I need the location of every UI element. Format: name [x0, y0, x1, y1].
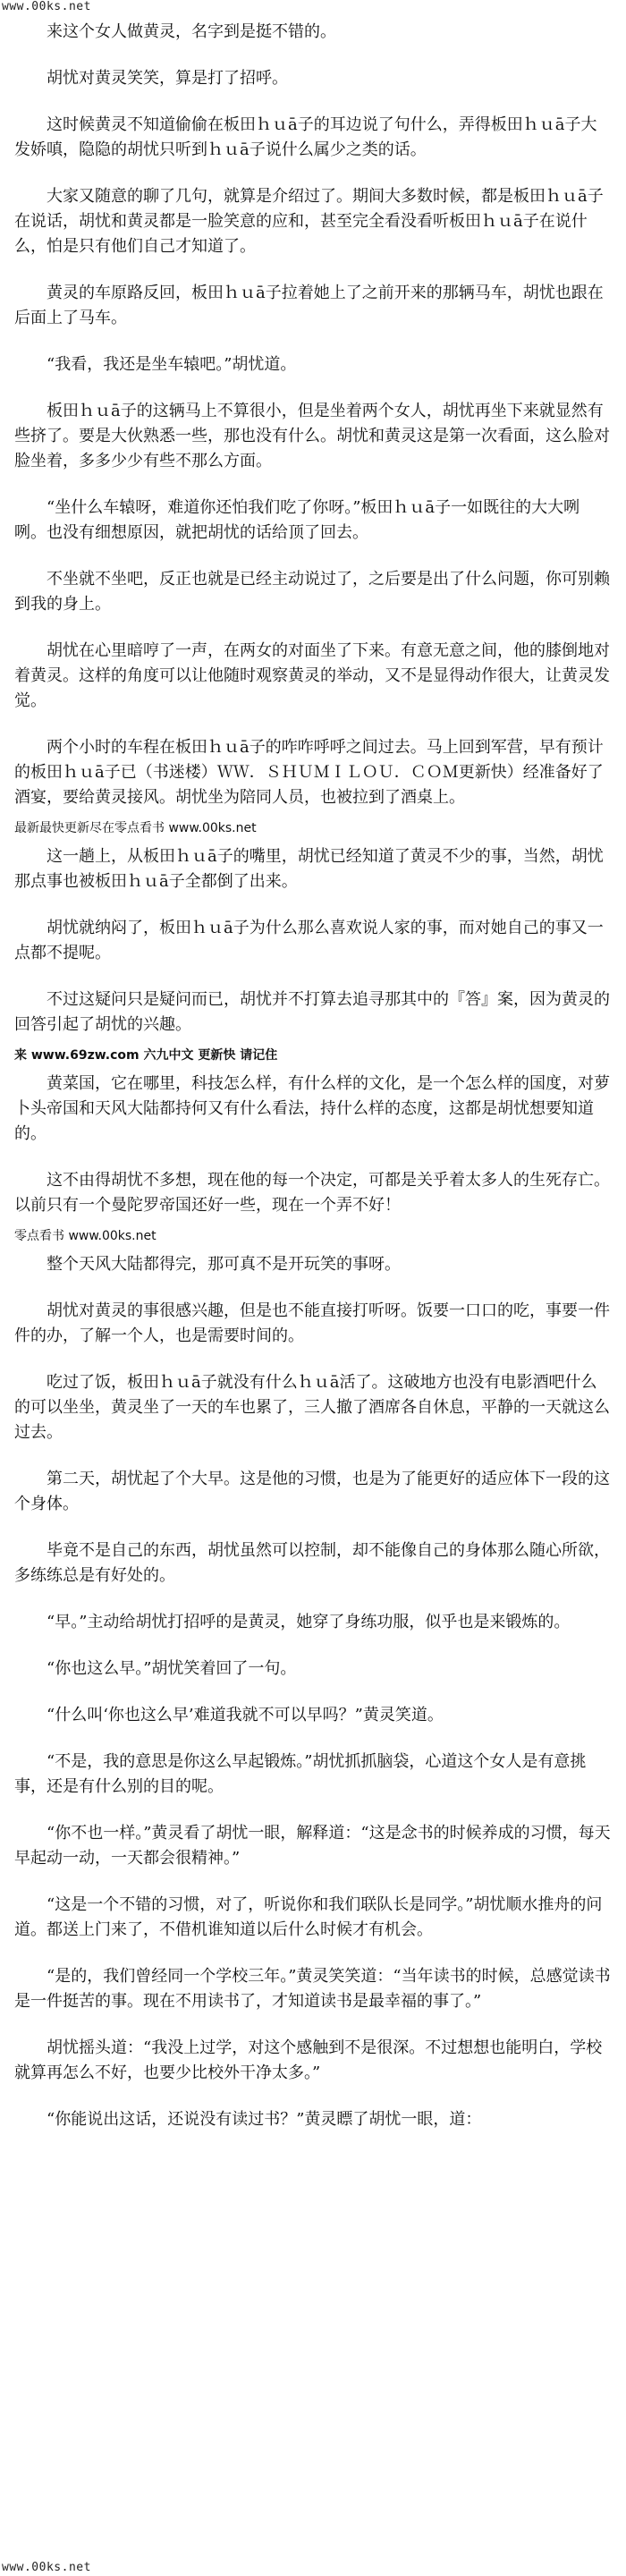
chapter-body — [0, 20, 626, 2154]
paragraph: 胡忧对黄灵笑笑，算是打了招呼。 — [47, 69, 288, 88]
top-watermark: www.00ks.net — [2, 0, 91, 13]
inline-ad-1: 最新最快更新尽在零点看书 www.00ks.net — [14, 821, 257, 835]
paragraph: “什么叫‘你也这么早’难道我就不可以早吗？”黄灵笑道。 — [47, 1706, 444, 1724]
paragraph: 两个小时的车程在板田ｈｕā子的咋咋呼呼之间过去。马上回到军营，早有预计的板田ｈｕā子已（书迷楼）ＷＷ．ＳＨＵＭＩＬＯＵ．ＣＯＭ更新快）经准备好了酒宴，要给黄灵接风。胡忧坐为陪同人员，也被拉到了酒桌上。 — [14, 738, 604, 807]
paragraph: “坐什么车辕呀，难道你还怕我们吃了你呀。”板田ｈｕā子一如既往的大大咧咧。也没有细想原因，就把胡忧的话给顶了回去。 — [14, 498, 580, 542]
bottom-watermark: www.00ks.net — [2, 2561, 91, 2574]
paragraph: “是的，我们曾经同一个学校三年。”黄灵笑笑道：“当年读书的时候，总感觉读书是一件挺苦的事。现在不用读书了，才知道读书是最幸福的事了。” — [14, 1967, 611, 2011]
paragraph: “你能说出这话，还说没有读过书？”黄灵瞟了胡忧一眼，道： — [47, 2110, 482, 2129]
paragraph: 不过这疑问只是疑问而已，胡忧并不打算去追寻那其中的『答』案，因为黄灵的回答引起了胡忧的兴趣。 — [14, 990, 610, 1034]
paragraph: 胡忧摇头道：“我没上过学，对这个感触到不是很深。不过想想也能明白，学校就算再怎么不好，也要少比校外干净太多。” — [14, 2038, 603, 2082]
paragraph: “早。”主动给胡忧打招呼的是黄灵，她穿了身练功服，似乎也是来锻炼的。 — [47, 1613, 571, 1631]
paragraph: 胡忧在心里暗哼了一声，在两女的对面坐了下来。有意无意之间，他的膝倒地对着黄灵。这样的角度可以让他随时观察黄灵的举动，又不是显得动作很大，让黄灵发觉。 — [14, 641, 610, 710]
paragraph: 毕竟不是自己的东西，胡忧虽然可以控制，却不能像自己的身体那么随心所欲，多练练总是有好处的。 — [14, 1541, 610, 1585]
paragraph: 这时候黄灵不知道偷偷在板田ｈｕā子的耳边说了句什么，弄得板田ｈｕā子大发娇嗔，隐隐的胡忧只听到ｈｕā子说什么属少之类的话。 — [14, 115, 597, 159]
paragraph: 板田ｈｕā子的这辆马上不算很小，但是坐着两个女人，胡忧再坐下来就显然有些挤了。要是大伙熟悉一些，那也没有什么。胡忧和黄灵这是第一次看面，这么脸对脸坐着，多多少少有些不那么方面。 — [14, 402, 610, 470]
paragraph: 这一趟上，从板田ｈｕā子的嘴里，胡忧已经知道了黄灵不少的事，当然，胡忧那点事也被板田ｈｕā子全都倒了出来。 — [14, 847, 604, 891]
paragraph: 来这个女人做黄灵，名字到是挺不错的。 — [47, 22, 336, 41]
inline-ad-2: 来 www.69zw.com 六九中文 更新快 请记住 — [14, 1048, 278, 1063]
paragraph: 黄菜国，它在哪里，科技怎么样，有什么样的文化，是一个怎么样的国度，对萝卜头帝国和天风大陆都持何又有什么看法，持什么样的态度，这都是胡忧想要知道的。 — [14, 1074, 610, 1143]
paragraph: 胡忧对黄灵的事很感兴趣，但是也不能直接打听呀。饭要一口口的吃，事要一件件的办，了解一个人，也是需要时间的。 — [14, 1301, 610, 1345]
inline-ad-3: 零点看书 www.00ks.net — [14, 1229, 156, 1243]
paragraph: “不是，我的意思是你这么早起锻炼。”胡忧抓抓脑袋，心道这个女人是有意挑事，还是有什么别的目的呢。 — [14, 1752, 587, 1796]
paragraph: 整个天风大陆都得完，那可真不是开玩笑的事呀。 — [47, 1255, 401, 1274]
paragraph: “你不也一样。”黄灵看了胡忧一眼，解释道：“这是念书的时候养成的习惯，每天早起动一动，一天都会很精神。” — [14, 1824, 611, 1868]
paragraph: “这是一个不错的习惯，对了，听说你和我们联队长是同学。”胡忧顺水推舟的问道。都送上门来了，不借机谁知道以后什么时候才有机会。 — [14, 1895, 603, 1939]
paragraph: 第二天，胡忧起了个大早。这是他的习惯，也是为了能更好的适应体下一段的这个身体。 — [14, 1470, 610, 1513]
paragraph: 黄灵的车原路反回，板田ｈｕā子拉着她上了之前开来的那辆马车，胡忧也跟在后面上了马车。 — [14, 284, 604, 327]
paragraph: 胡忧就纳闷了，板田ｈｕā子为什么那么喜欢说人家的事，而对她自己的事又一点都不提呢。 — [14, 919, 604, 962]
paragraph: 大家又随意的聊了几句，就算是介绍过了。期间大多数时候，都是板田ｈｕā子在说话，胡忧和黄灵都是一脸笑意的应和，甚至完全看没看听板田ｈｕā子在说什么，怕是只有他们自己才知道了。 — [14, 187, 604, 256]
paragraph: 吃过了饭，板田ｈｕā子就没有什么ｈｕā活了。这破地方也没有电影酒吧什么的可以坐坐，黄灵坐了一天的车也累了，三人撤了酒席各自休息，平静的一天就这么过去。 — [14, 1373, 610, 1442]
paragraph: “我看，我还是坐车辕吧。”胡忧道。 — [47, 355, 297, 374]
paragraph: “你也这么早。”胡忧笑着回了一句。 — [47, 1659, 297, 1678]
paragraph: 不坐就不坐吧，反正也就是已经主动说过了，之后要是出了什么问题，你可别赖到我的身上。 — [14, 570, 610, 614]
paragraph: 这不由得胡忧不多想，现在他的每一个决定，可都是关乎着太多人的生死存亡。以前只有一个曼陀罗帝国还好一些，现在一个弄不好！ — [14, 1171, 610, 1215]
